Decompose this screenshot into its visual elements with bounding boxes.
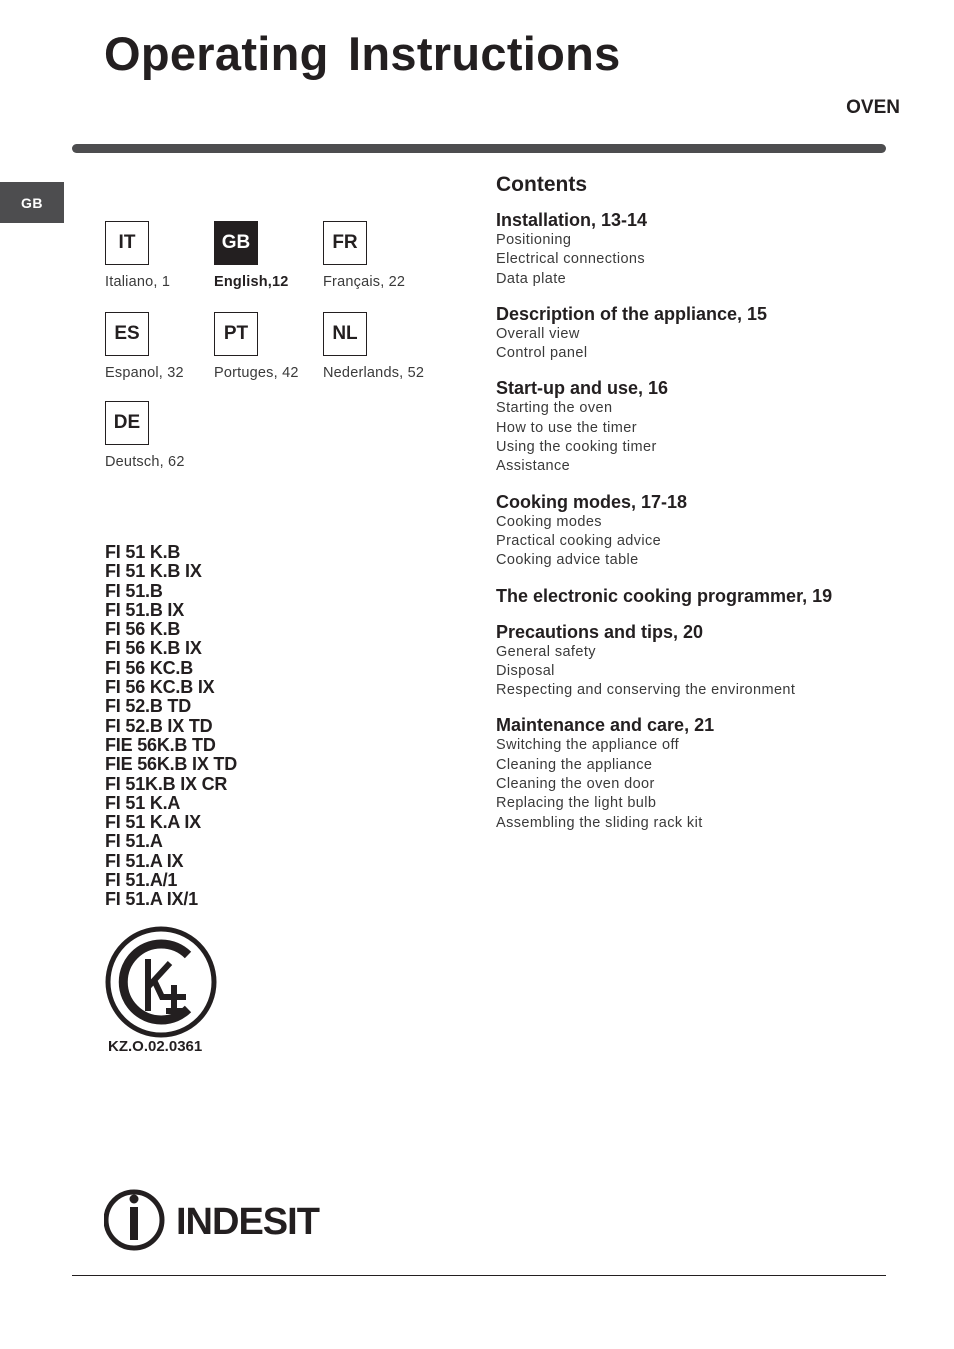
indesit-logo-icon bbox=[104, 1186, 336, 1254]
model-item: FIE 56K.B IX TD bbox=[105, 754, 238, 775]
header-divider bbox=[72, 144, 886, 153]
model-item: FIE 56K.B TD bbox=[105, 734, 216, 755]
toc-section-heading[interactable]: Installation, 13-14 bbox=[496, 210, 648, 230]
table-of-contents bbox=[496, 173, 896, 847]
toc-item[interactable]: Respecting and conserving the environment bbox=[496, 682, 796, 699]
model-item: FI 52.B TD bbox=[105, 696, 192, 717]
model-item: FI 51.A IX/1 bbox=[105, 889, 198, 910]
toc-item[interactable]: Overall view bbox=[496, 325, 580, 342]
model-item: FI 56 K.B IX bbox=[105, 638, 202, 659]
toc-item[interactable]: Electrical connections bbox=[496, 251, 646, 268]
language-option-nl[interactable] bbox=[323, 312, 443, 381]
model-item: FI 56 K.B bbox=[105, 619, 181, 640]
model-item: FI 51 K.A IX bbox=[105, 812, 201, 833]
certification-mark-icon bbox=[104, 925, 220, 1041]
toc-section-heading[interactable]: Description of the appliance, 15 bbox=[496, 303, 768, 324]
toc-section-cooking-modes bbox=[496, 491, 896, 571]
toc-item[interactable]: Control panel bbox=[496, 345, 588, 362]
model-item: FI 56 KC.B IX bbox=[105, 677, 215, 698]
language-option-it[interactable] bbox=[105, 221, 225, 290]
language-code-box[interactable]: FR bbox=[323, 221, 367, 265]
model-item: FI 56 KC.B bbox=[105, 657, 194, 678]
language-code-box[interactable]: NL bbox=[323, 312, 367, 356]
toc-section-maintenance bbox=[496, 714, 896, 832]
toc-item[interactable]: Cooking modes bbox=[496, 513, 602, 530]
brand-name: INDESIT bbox=[176, 1201, 319, 1243]
language-code-box[interactable]: PT bbox=[214, 312, 258, 356]
toc-item[interactable]: Starting the oven bbox=[496, 400, 613, 417]
language-label: Nederlands, 52 bbox=[323, 365, 425, 381]
toc-section-description bbox=[496, 303, 896, 364]
model-item: FI 51.B IX bbox=[105, 599, 185, 620]
toc-section-programmer bbox=[496, 585, 896, 607]
toc-item[interactable]: Using the cooking timer bbox=[496, 439, 657, 456]
toc-section-heading[interactable]: Cooking modes, 17-18 bbox=[496, 491, 688, 512]
model-item: FI 51 K.A bbox=[105, 792, 181, 813]
toc-item[interactable]: General safety bbox=[496, 643, 596, 660]
toc-item[interactable]: Assistance bbox=[496, 458, 571, 475]
model-item: FI 51.A IX bbox=[105, 850, 184, 871]
model-item: FI 52.B IX TD bbox=[105, 715, 213, 736]
model-item: FI 51 K.B bbox=[105, 542, 181, 562]
language-option-pt[interactable] bbox=[214, 312, 334, 381]
toc-item[interactable]: Practical cooking advice bbox=[496, 532, 662, 549]
model-item: FI 51 K.B IX bbox=[105, 561, 202, 582]
toc-item[interactable]: Switching the appliance off bbox=[496, 737, 680, 754]
toc-section-precautions bbox=[496, 621, 896, 701]
certification-code: KZ.O.02.0361 bbox=[108, 1038, 203, 1055]
language-option-es[interactable] bbox=[105, 312, 225, 381]
toc-item[interactable]: Cleaning the appliance bbox=[496, 756, 653, 773]
language-code-box[interactable]: IT bbox=[105, 221, 149, 265]
language-code-box[interactable]: GB bbox=[214, 221, 258, 265]
toc-item[interactable]: Positioning bbox=[496, 232, 572, 248]
toc-section-heading[interactable]: Precautions and tips, 20 bbox=[496, 621, 704, 642]
toc-section-installation bbox=[496, 209, 896, 289]
toc-section-heading[interactable]: Maintenance and care, 21 bbox=[496, 715, 715, 736]
language-label: Espanol, 32 bbox=[105, 365, 184, 381]
toc-section-startup bbox=[496, 377, 896, 476]
language-label: English,12 bbox=[214, 274, 289, 290]
model-item: FI 51K.B IX CR bbox=[105, 773, 228, 794]
language-label: Portuges, 42 bbox=[214, 365, 299, 381]
page-title: Operating Instructions bbox=[104, 27, 621, 80]
toc-item[interactable]: Replacing the light bulb bbox=[496, 795, 657, 812]
model-item: FI 51.A bbox=[105, 831, 163, 852]
language-option-de[interactable] bbox=[105, 401, 225, 470]
language-option-gb[interactable] bbox=[214, 221, 334, 290]
toc-item[interactable]: Data plate bbox=[496, 270, 567, 287]
toc-item[interactable]: How to use the timer bbox=[496, 419, 637, 436]
product-type-label: OVEN bbox=[846, 97, 900, 118]
language-label: Italiano, 1 bbox=[105, 274, 171, 290]
model-item: FI 51.B bbox=[105, 580, 163, 601]
language-option-fr[interactable] bbox=[323, 221, 443, 290]
language-code-box[interactable]: ES bbox=[105, 312, 149, 356]
toc-section-heading[interactable]: Start-up and use, 16 bbox=[496, 378, 669, 399]
toc-section-heading[interactable]: The electronic cooking programmer, 19 bbox=[496, 585, 833, 606]
model-list bbox=[105, 543, 237, 910]
contents-title: Contents bbox=[496, 173, 587, 196]
language-code-box[interactable]: DE bbox=[105, 401, 149, 445]
toc-item[interactable]: Disposal bbox=[496, 662, 555, 679]
toc-item[interactable]: Cooking advice table bbox=[496, 552, 639, 569]
language-label: Deutsch, 62 bbox=[105, 454, 185, 470]
model-item: FI 51.A/1 bbox=[105, 870, 178, 891]
language-label: Français, 22 bbox=[323, 274, 406, 290]
toc-item[interactable]: Assembling the sliding rack kit bbox=[496, 814, 703, 831]
language-side-tab[interactable]: GB bbox=[0, 182, 64, 223]
toc-item[interactable]: Cleaning the oven door bbox=[496, 776, 655, 793]
footer-divider bbox=[72, 1275, 886, 1276]
